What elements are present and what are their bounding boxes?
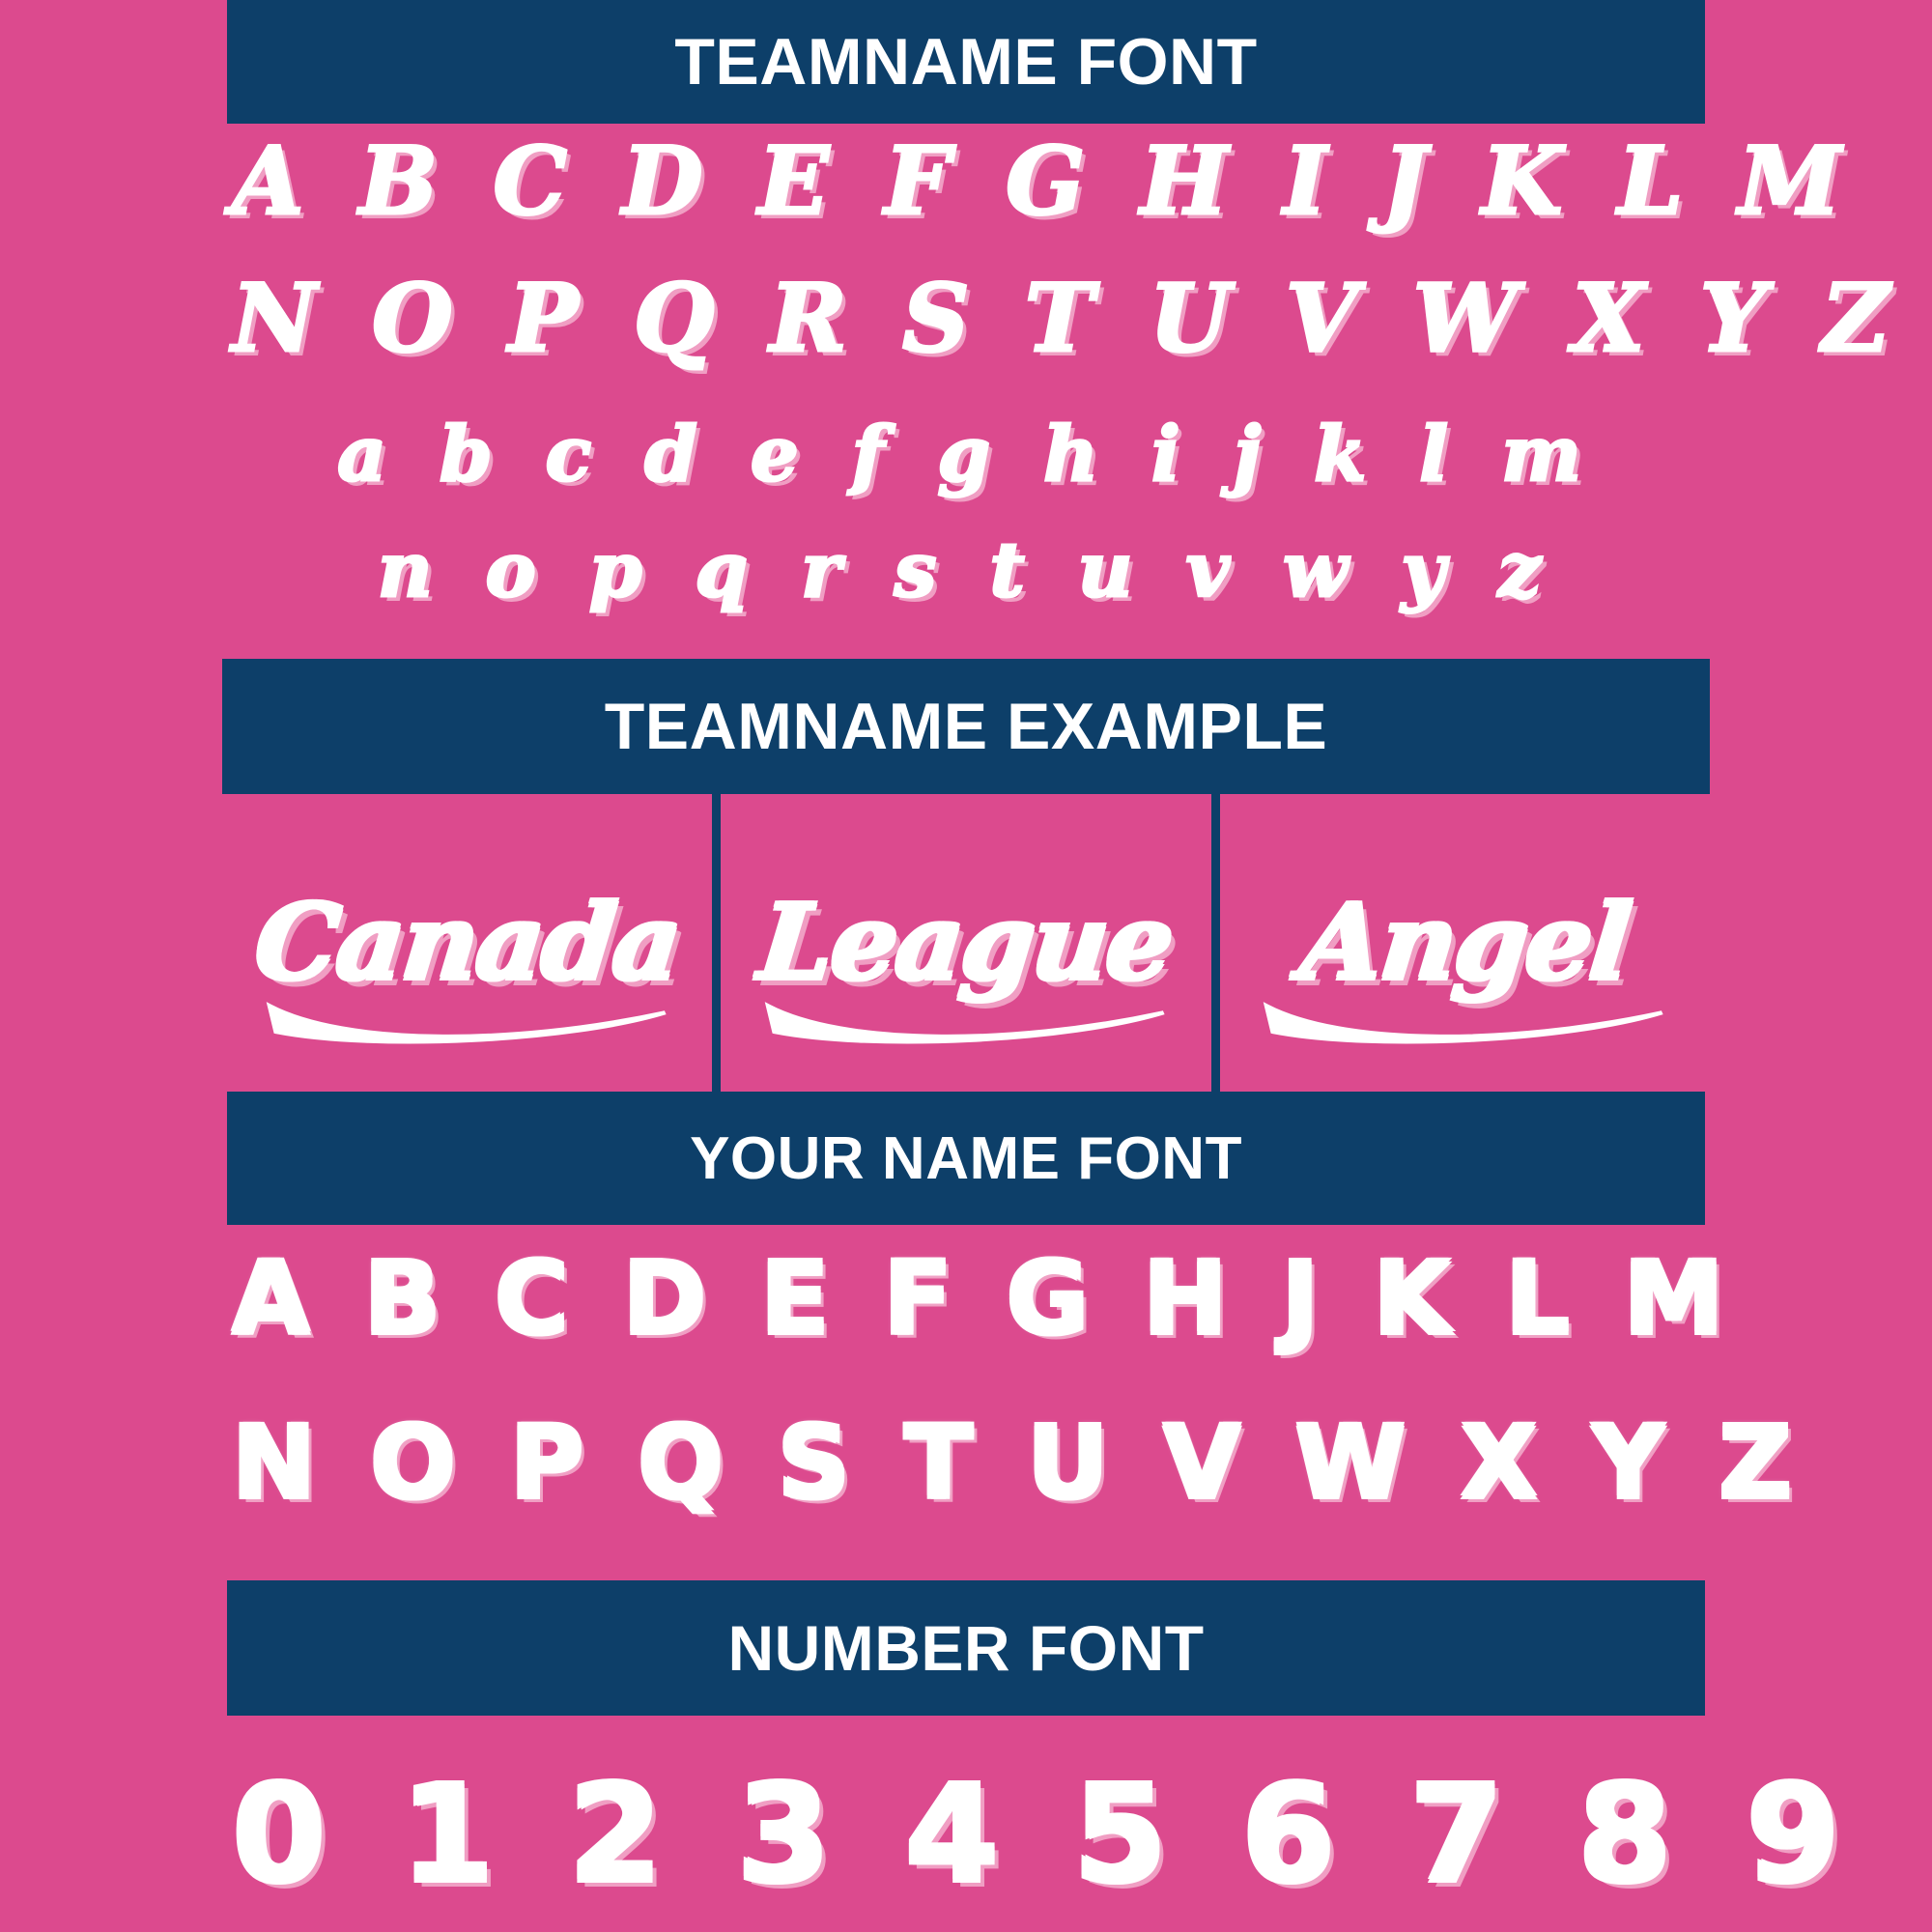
yourname-uppercase-row-1	[232, 1239, 1734, 1357]
teamname-example-word-3: Angel	[1294, 882, 1634, 1004]
teamname-example-cell-2	[721, 794, 1219, 1092]
teamname-uppercase-row-2-text: N O P Q R S T U V W X Y Z	[232, 264, 1901, 373]
teamname-example-cell-3	[1220, 794, 1710, 1092]
teamname-lowercase-row-1	[232, 411, 1700, 498]
teamname-uppercase-row-2	[232, 264, 1901, 373]
number-font-digits-row	[232, 1756, 1854, 1914]
teamname-lowercase-row-2	[232, 526, 1700, 614]
number-font-digits-text: 0 1 2 3 4 5 6 7 8 9	[232, 1756, 1854, 1914]
teamname-example-row	[222, 794, 1710, 1092]
section-header-teamname-font: TEAMNAME FONT	[227, 0, 1705, 124]
yourname-uppercase-row-1-text: A B C D E F G H J K L M	[232, 1239, 1734, 1357]
teamname-lowercase-row-1-text: a b c d e f g h i j k l m	[337, 411, 1595, 498]
teamname-example-word-1: Canada	[249, 882, 686, 1004]
section-header-teamname-example: TEAMNAME EXAMPLE	[222, 659, 1710, 794]
section-header-your-name-font: YOUR NAME FONT	[227, 1092, 1705, 1225]
yourname-uppercase-row-2-text: N O P Q S T U V W X Y Z	[232, 1404, 1802, 1521]
teamname-uppercase-row-1-text: A B C D E F G H I J K L M	[232, 127, 1853, 236]
teamname-example-word-2: League	[753, 882, 1179, 1004]
yourname-uppercase-row-2	[232, 1404, 1802, 1521]
teamname-uppercase-row-1	[232, 127, 1853, 236]
teamname-lowercase-row-2-text: n o p q r s t u v w y z	[377, 526, 1555, 614]
teamname-example-cell-1	[222, 794, 721, 1092]
section-header-number-font: NUMBER FONT	[227, 1580, 1705, 1716]
